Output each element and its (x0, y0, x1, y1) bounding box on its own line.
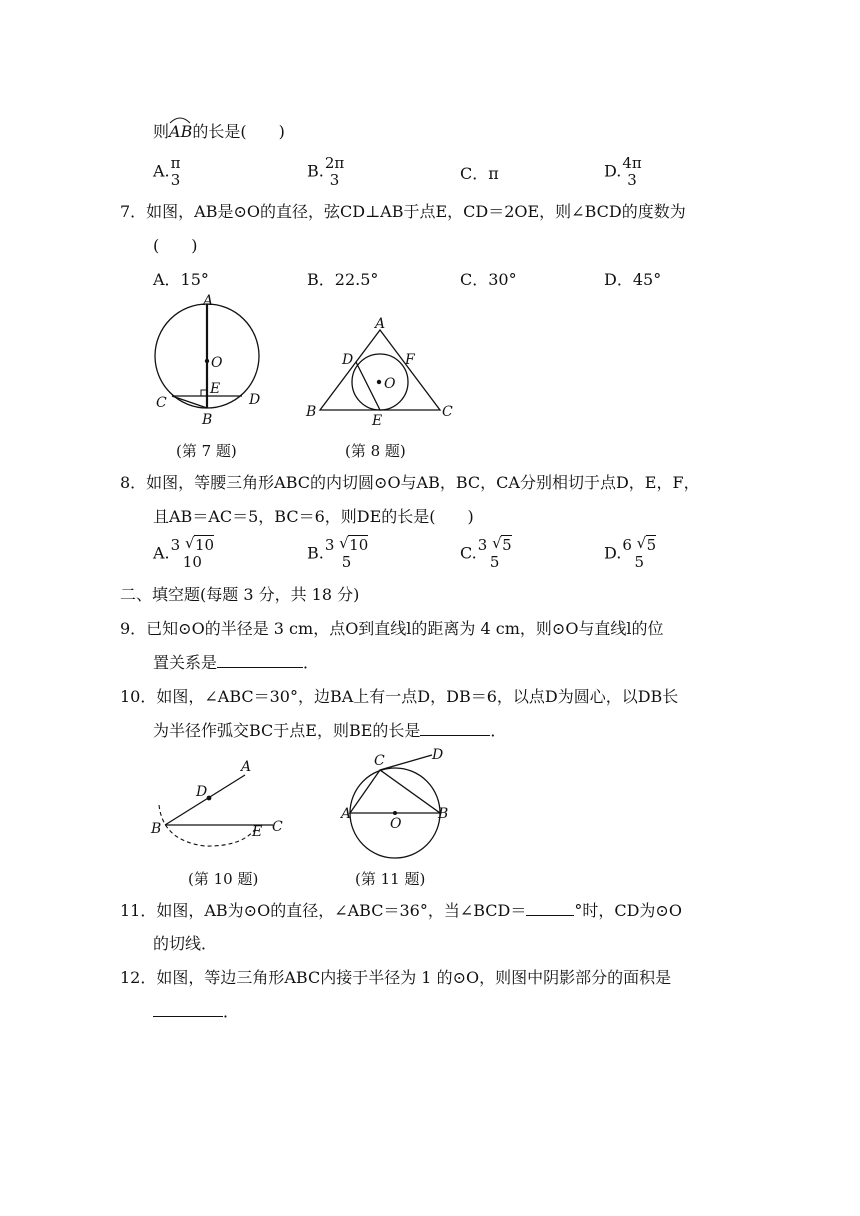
fig7-segment-cb (172, 396, 207, 408)
q8-option-c: C. 3 √ 5 5 (460, 534, 512, 571)
q8-line2: 且AB＝AC＝5，BC＝6，则DE的长是( ) (153, 507, 474, 526)
fig10-label-c: C (272, 819, 283, 835)
q10-answer-blank (420, 719, 490, 736)
fig7-label-a: A (203, 293, 214, 309)
fig8-label-f: F (405, 352, 415, 368)
q7-option-d: D．45° (604, 270, 662, 289)
fig11-center-dot (393, 811, 397, 815)
q9-line1: 9．已知⊙O的半径是 3 cm，点O到直线l的距离为 4 cm，则⊙O与直线l的位 (120, 619, 664, 638)
fig7-label-o: O (211, 355, 223, 371)
fig7-label-c: C (156, 395, 167, 411)
fig10-point-d (207, 796, 212, 801)
fig8-caption: (第 8 题) (345, 442, 406, 460)
q7-line2: ( ) (153, 236, 198, 255)
q8-option-d: D. 6 √ 5 5 (604, 534, 657, 571)
q6-option-b: B. 2π 3 (307, 154, 345, 189)
fig7-label-e: E (210, 381, 221, 397)
q6-stem-suffix: 的长是( ) (192, 122, 285, 141)
fig10-caption: (第 10 题) (188, 870, 259, 888)
fig8-label-b: B (306, 404, 317, 420)
arc-mark-icon (169, 116, 191, 124)
q6-option-c: C．π (460, 164, 499, 183)
fig11-label-o: O (390, 816, 402, 832)
fig10-label-e: E (252, 824, 263, 840)
q8-option-b: B. 3 √ 10 5 (307, 534, 369, 571)
figure-7 (145, 292, 275, 432)
figure-11 (340, 748, 465, 868)
q8-line1: 8．如图，等腰三角形ABC的内切圆⊙O与AB，BC，CA分别相切于点D，E，F， (120, 473, 700, 492)
q8-option-a: A. 3 √ 10 10 (153, 534, 215, 571)
q6-stem (153, 120, 285, 144)
fig7-center-dot (205, 359, 209, 363)
fig11-label-b: B (438, 806, 449, 822)
fig8-label-c: C (442, 404, 453, 420)
q7-option-b: B．22.5° (307, 270, 379, 289)
q9-answer-blank (217, 651, 303, 668)
section-2-heading: 二、填空题(每题 3 分，共 18 分) (120, 585, 360, 604)
fig11-label-a: A (341, 806, 352, 822)
fig7-label-b: B (202, 412, 213, 428)
figure-10 (145, 755, 295, 860)
q12-answer-blank (153, 1000, 223, 1017)
fig11-label-c: C (374, 753, 385, 769)
fig10-label-d: D (196, 784, 208, 800)
fig8-label-d: D (342, 352, 354, 368)
fig8-segment-de (356, 362, 380, 410)
fig8-label-o: O (384, 376, 396, 392)
q7-option-c: C．30° (460, 270, 517, 289)
q7-option-a: A．15° (153, 270, 209, 289)
q10-line2: 为半径作弧交BC于点E，则BE的长是 ． (153, 721, 507, 740)
q11-answer-blank (526, 899, 574, 916)
fig8-triangle-abc (320, 330, 440, 410)
q6-arc-ab: AB (169, 120, 192, 144)
fig8-center-dot (377, 380, 381, 384)
q7-line1: 7．如图，AB是⊙O的直径，弦CD⊥AB于点E，CD＝2OE，则∠BCD的度数为 (120, 202, 686, 221)
fig8-label-e: E (372, 413, 383, 429)
q9-line2: 置关系是 ． (153, 653, 320, 672)
fig7-label-d: D (249, 392, 261, 408)
fig11-line-cd (380, 755, 432, 770)
fig10-label-a: A (241, 759, 252, 775)
fig11-label-d: D (432, 748, 444, 763)
q6-option-d: D. 4π 3 (604, 154, 642, 189)
fig10-label-b: B (151, 821, 162, 837)
fig11-triangle-abc (350, 770, 440, 813)
fig10-ray-ba (165, 775, 245, 825)
q6-stem-prefix: 则 (153, 122, 170, 141)
q11-line2: 的切线． (153, 934, 218, 953)
q12-line1: 12．如图，等边三角形ABC内接于半径为 1 的⊙O，则图中阴影部分的面积是 (120, 968, 672, 987)
fig8-label-a: A (375, 316, 386, 332)
q10-line1: 10．如图，∠ABC＝30°，边BA上有一点D，DB＝6，以点D为圆心，以DB长 (120, 687, 679, 706)
q12-line2: ． (153, 1000, 239, 1024)
figure-8 (300, 312, 465, 432)
q6-option-a: A. π 3 (153, 154, 181, 189)
fig11-caption: (第 11 题) (355, 870, 426, 888)
q11-line1: 11．如图，AB为⊙O的直径，∠ABC＝36°，当∠BCD＝ °时，CD为⊙O (120, 901, 682, 920)
fig7-caption: (第 7 题) (176, 442, 237, 460)
